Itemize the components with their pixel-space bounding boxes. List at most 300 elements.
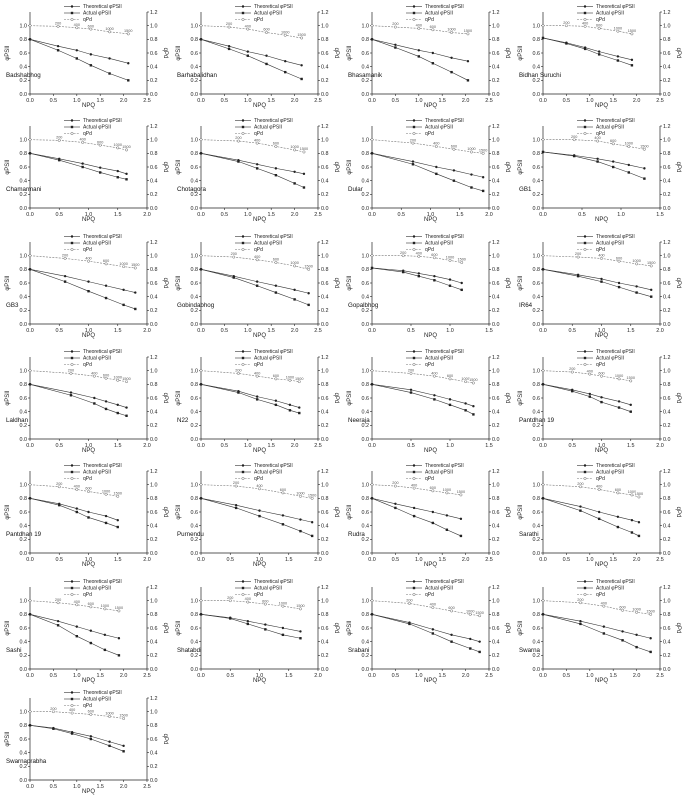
legend-item-theoretical: [406, 579, 464, 585]
y-tick-label-right: 0.2: [150, 192, 158, 199]
x-tick-label: 1.5: [456, 212, 464, 218]
y-tick-label-right: 1.2: [492, 354, 500, 361]
y-tick-label-left: 0.2: [190, 537, 198, 544]
x-tick-label: 2.5: [314, 328, 322, 334]
data-point-actual: [565, 42, 567, 44]
par-label: 1500: [119, 713, 128, 718]
data-point-actual: [394, 507, 396, 509]
par-label: 400: [431, 371, 438, 376]
x-tick-label: 0.0: [539, 673, 547, 679]
y-axis-title-left: φPSII: [347, 159, 353, 175]
par-label: 200: [50, 706, 57, 711]
legend-item-theoretical: [64, 463, 122, 469]
data-point-actual: [635, 646, 637, 648]
data-point-actual: [52, 728, 54, 730]
x-tick-label: 0.0: [368, 212, 376, 218]
panel-title: Swarna: [519, 647, 540, 654]
x-tick-label: 1.5: [485, 443, 493, 449]
y-tick-label-right: 1.0: [492, 137, 500, 144]
par-label: 200: [574, 252, 582, 257]
par-label: 1000: [100, 604, 110, 609]
legend-label: Actual φPSII: [425, 355, 453, 362]
chart-panel: [347, 579, 510, 684]
y-tick-label-right: 0.6: [663, 50, 671, 57]
series-line-theoretical: [201, 153, 304, 174]
y-axis-title-right: qPd: [333, 622, 339, 634]
data-point-actual: [117, 412, 119, 414]
y-tick-label-left: 0.0: [532, 550, 540, 557]
y-tick-label-right: 0.4: [321, 294, 329, 301]
y-tick-label-right: 0.2: [663, 308, 671, 315]
data-point-actual: [433, 279, 435, 281]
y-tick-label-left: 0.2: [361, 653, 369, 660]
panel-title: IR64: [519, 302, 533, 309]
data-point-theoretical: [93, 397, 95, 399]
legend-label: Theoretical φPSII: [254, 4, 293, 11]
legend-item-actual: [406, 241, 453, 247]
par-label: 1000: [278, 601, 288, 606]
data-point-theoretical: [612, 160, 614, 162]
panel-title: Pantdhan 19: [6, 531, 42, 538]
data-point-theoretical: [410, 389, 412, 391]
data-point-actual: [58, 504, 60, 506]
legend-marker: [242, 350, 244, 352]
par-label: 400: [415, 251, 422, 256]
y-tick-label-right: 0.4: [150, 523, 158, 530]
y-tick-label-right: 0.2: [321, 423, 329, 430]
y-tick-label-right: 1.2: [150, 239, 158, 246]
y-tick-label-left: 1.0: [19, 368, 27, 375]
x-tick-label: 2.5: [314, 443, 322, 449]
y-tick-label-left: 0.8: [361, 496, 369, 503]
legend-marker: [242, 477, 244, 479]
data-point-theoretical: [105, 400, 107, 402]
x-tick-label: 2.5: [656, 98, 664, 104]
data-point-actual: [29, 497, 31, 499]
legend-item-theoretical: [64, 4, 122, 10]
x-tick-label: 0.5: [220, 443, 229, 449]
legend-label: qPd: [254, 592, 263, 599]
legend-item-qpd: [64, 476, 92, 482]
par-label: 200: [54, 21, 62, 26]
legend-label: qPd: [83, 592, 92, 599]
par-label: 1500: [469, 378, 478, 383]
x-tick-label: 1.5: [267, 443, 275, 449]
y-tick-label-left: 0.4: [361, 409, 369, 416]
legend-item-actual: [235, 11, 282, 17]
par-label: 1000: [627, 490, 637, 495]
par-label: 600: [429, 24, 437, 29]
par-label: 600: [272, 257, 280, 262]
data-point-theoretical: [418, 272, 420, 274]
par-label: 1500: [646, 261, 656, 266]
data-point-actual: [638, 535, 640, 537]
y-axis-title-right: qPd: [162, 733, 168, 745]
legend-label: Theoretical φPSII: [254, 234, 293, 241]
par-label: 400: [429, 602, 437, 607]
data-point-actual: [631, 64, 633, 66]
y-tick-label-right: 1.0: [663, 23, 671, 30]
x-tick-label: 1.0: [597, 443, 606, 449]
x-tick-label: 2.5: [314, 212, 322, 218]
legend-marker: [584, 587, 586, 589]
legend-label: Actual φPSII: [254, 10, 282, 17]
par-label: 600: [598, 371, 605, 376]
data-point-actual: [371, 38, 373, 40]
data-point-actual: [618, 286, 620, 288]
y-tick-label-left: 0.0: [190, 205, 198, 212]
y-tick-label-left: 0.0: [190, 91, 198, 98]
data-point-theoretical: [105, 515, 107, 517]
legend-label: Actual φPSII: [254, 469, 282, 476]
y-tick-label-left: 0.2: [532, 308, 540, 315]
data-point-theoretical: [125, 406, 127, 408]
x-tick-label: 1.0: [415, 557, 423, 563]
par-label: 600: [610, 138, 617, 143]
x-tick-label: 0.5: [391, 98, 400, 104]
legend-marker: [413, 477, 415, 479]
series-line-actual: [30, 39, 128, 80]
data-point-theoretical: [600, 396, 602, 398]
legend-marker: [413, 18, 415, 20]
data-point-actual: [104, 649, 106, 651]
par-label: 1000: [290, 145, 299, 150]
legend-marker: [584, 132, 586, 134]
y-tick-label-right: 0.2: [492, 192, 500, 199]
data-point-actual: [108, 745, 110, 747]
y-tick-label-right: 1.0: [492, 482, 500, 489]
legend-item-actual: [577, 125, 624, 131]
y-tick-label-left: 0.6: [190, 625, 198, 632]
data-point-actual: [579, 509, 581, 511]
series-line-theoretical: [201, 39, 302, 65]
legend-marker: [71, 5, 73, 7]
y-tick-label-right: 1.0: [150, 23, 158, 30]
x-tick-label: 2.0: [290, 328, 299, 334]
y-tick-label-right: 0.8: [150, 267, 158, 274]
legend-label: Theoretical φPSII: [254, 118, 293, 125]
legend-marker: [71, 464, 73, 466]
x-tick-label: 2.0: [632, 557, 641, 563]
x-tick-label: 2.0: [290, 443, 299, 449]
data-point-theoretical: [618, 282, 620, 284]
series-line-theoretical: [201, 269, 309, 293]
x-tick-label: 1.5: [438, 673, 446, 679]
legend-item-qpd: [64, 362, 92, 368]
x-tick-label: 2.0: [290, 212, 299, 218]
data-point-theoretical: [449, 398, 451, 400]
data-point-actual: [413, 515, 415, 517]
legend-item-actual: [235, 241, 282, 247]
x-axis-title: NPQ: [252, 448, 267, 454]
y-tick-label-right: 0.4: [492, 178, 500, 185]
y-tick-label-left: 0.8: [190, 267, 198, 274]
data-point-theoretical: [394, 503, 396, 505]
y-tick-label-left: 1.0: [361, 368, 369, 375]
par-label: 600: [87, 602, 95, 607]
data-point-actual: [282, 523, 284, 525]
y-tick-label-left: 0.8: [361, 267, 369, 274]
data-point-actual: [117, 176, 119, 178]
y-tick-label-left: 0.0: [532, 205, 540, 212]
legend-item-actual: [406, 470, 453, 476]
data-point-theoretical: [70, 391, 72, 393]
data-point-theoretical: [282, 514, 284, 516]
y-axis-title-right: qPd: [675, 161, 681, 173]
legend-item-actual: [64, 697, 111, 703]
x-tick-label: 1.5: [114, 328, 122, 334]
y-tick-label-left: 0.6: [19, 164, 27, 171]
legend-marker: [413, 242, 415, 244]
x-axis-title: NPQ: [81, 678, 96, 684]
data-point-actual: [450, 71, 452, 73]
x-axis-title: NPQ: [252, 678, 267, 684]
data-point-actual: [108, 72, 110, 74]
legend-label: Actual φPSII: [83, 469, 111, 476]
legend-item-actual: [64, 470, 111, 476]
par-label: 200: [569, 367, 576, 372]
y-tick-label-right: 1.2: [321, 468, 329, 475]
y-axis-title-right: qPd: [504, 161, 510, 173]
par-label: 1000: [613, 26, 623, 31]
par-label: 200: [392, 481, 399, 486]
par-label: 600: [102, 259, 110, 264]
legend-item-actual: [64, 356, 111, 362]
par-label: 1000: [290, 261, 299, 266]
y-tick-label-right: 0.2: [663, 537, 671, 544]
par-label: 400: [244, 597, 251, 602]
legend-label: qPd: [596, 17, 605, 24]
par-label: 1500: [627, 29, 637, 34]
y-tick-label-right: 1.2: [150, 468, 158, 475]
y-tick-label-right: 0.4: [492, 294, 500, 301]
y-tick-label-right: 1.2: [321, 239, 329, 246]
y-tick-label-left: 0.8: [19, 496, 27, 503]
series-line-actual: [201, 498, 312, 536]
legend-marker: [584, 18, 586, 20]
data-point-actual: [412, 163, 414, 165]
data-point-theoretical: [472, 405, 474, 407]
y-axis-title-left: φPSII: [5, 390, 11, 406]
data-point-actual: [71, 732, 73, 734]
y-tick-label-left: 1.0: [19, 482, 27, 489]
legend-label: Theoretical φPSII: [83, 4, 122, 11]
y-tick-label-right: 0.2: [150, 78, 158, 85]
data-point-actual: [293, 182, 295, 184]
data-point-qpd: [371, 138, 373, 140]
x-tick-label: 0.0: [197, 557, 205, 563]
y-tick-label-left: 0.0: [19, 550, 27, 557]
data-point-actual: [311, 535, 313, 537]
legend-label: Actual φPSII: [254, 124, 282, 131]
legend-marker: [242, 12, 244, 14]
legend-label: Theoretical φPSII: [596, 234, 635, 241]
legend-item-theoretical: [64, 118, 122, 124]
y-tick-label-left: 0.4: [190, 523, 198, 530]
data-point-qpd: [200, 254, 202, 256]
legend-label: qPd: [83, 476, 92, 483]
series-line-actual: [30, 384, 127, 415]
data-point-qpd: [200, 138, 202, 140]
y-tick-label-left: 0.6: [190, 50, 198, 57]
data-point-actual: [460, 535, 462, 537]
y-tick-label-left: 1.0: [532, 253, 540, 260]
data-point-actual: [256, 398, 258, 400]
data-point-theoretical: [76, 49, 78, 51]
y-tick-label-right: 0.8: [321, 382, 329, 389]
y-axis-title-right: qPd: [504, 506, 510, 518]
data-point-actual: [105, 408, 107, 410]
x-tick-label: 0.0: [539, 443, 547, 449]
y-tick-label-right: 1.2: [150, 584, 158, 591]
y-tick-label-left: 0.6: [190, 509, 198, 516]
data-point-theoretical: [76, 507, 78, 509]
data-point-actual: [433, 398, 435, 400]
par-label: 200: [225, 22, 233, 27]
data-point-actual: [200, 152, 202, 154]
y-tick-label-left: 0.0: [361, 321, 369, 328]
data-point-actual: [90, 738, 92, 740]
x-tick-label: 1.5: [267, 98, 275, 104]
data-point-actual: [29, 613, 31, 615]
x-tick-label: 1.0: [586, 98, 594, 104]
y-tick-label-left: 0.0: [19, 436, 27, 443]
y-tick-label-right: 0.4: [663, 409, 671, 416]
y-tick-label-left: 0.4: [532, 64, 540, 71]
y-tick-label-left: 0.2: [19, 423, 27, 430]
legend-marker: [242, 587, 244, 589]
y-tick-label-right: 1.0: [321, 368, 329, 375]
y-tick-label-right: 1.2: [321, 354, 329, 361]
par-label: 1500: [113, 491, 122, 496]
legend-item-qpd: [406, 131, 434, 137]
legend-marker: [584, 119, 586, 121]
legend-label: qPd: [596, 592, 605, 599]
y-tick-label-left: 0.0: [361, 91, 369, 98]
data-point-actual: [432, 522, 434, 524]
legend-marker: [584, 12, 586, 14]
y-tick-label-right: 0.4: [663, 639, 671, 646]
data-point-actual: [300, 78, 302, 80]
data-point-theoretical: [284, 60, 286, 62]
legend-label: qPd: [254, 362, 263, 369]
data-point-actual: [284, 71, 286, 73]
x-tick-label: 1.5: [285, 673, 293, 679]
series-line-actual: [543, 269, 651, 296]
y-tick-label-left: 0.8: [190, 37, 198, 44]
y-tick-label-left: 0.8: [19, 382, 27, 389]
data-point-actual: [265, 63, 267, 65]
data-point-actual: [435, 173, 437, 175]
series-line-actual: [372, 39, 468, 80]
y-tick-label-right: 0.0: [492, 550, 500, 557]
y-tick-label-right: 0.8: [492, 37, 500, 44]
y-tick-label-right: 0.0: [663, 436, 671, 443]
legend-item-theoretical: [64, 579, 122, 585]
legend-marker: [242, 132, 244, 134]
x-axis-title: NPQ: [252, 562, 267, 568]
data-point-actual: [118, 654, 120, 656]
chart-panel: [5, 4, 168, 109]
y-tick-label-right: 0.2: [321, 308, 329, 315]
data-point-actual: [93, 402, 95, 404]
data-point-theoretical: [256, 280, 258, 282]
y-tick-label-right: 1.2: [492, 468, 500, 475]
panel-title: Purnendu: [177, 531, 204, 538]
x-axis-title: NPQ: [594, 333, 609, 339]
legend-marker: [242, 119, 244, 121]
x-tick-label: 2.5: [485, 98, 493, 104]
y-tick-label-left: 0.6: [532, 509, 540, 516]
data-point-theoretical: [247, 50, 249, 52]
y-tick-label-left: 0.0: [19, 777, 27, 784]
x-tick-label: 2.5: [143, 784, 151, 790]
par-label: 200: [577, 597, 584, 602]
y-axis-title-left: φPSII: [5, 620, 11, 636]
data-point-qpd: [371, 369, 373, 371]
data-point-theoretical: [412, 160, 414, 162]
x-tick-label: 0.0: [539, 98, 547, 104]
data-point-actual: [402, 271, 404, 273]
y-tick-label-left: 0.0: [190, 436, 198, 443]
legend-marker: [413, 12, 415, 14]
y-tick-label-left: 0.0: [361, 436, 369, 443]
data-point-actual: [371, 383, 373, 385]
par-label: 600: [615, 256, 623, 261]
x-tick-label: 0.5: [568, 443, 576, 449]
y-tick-label-right: 0.6: [150, 164, 158, 171]
y-axis-title-right: qPd: [675, 622, 681, 634]
series-line-actual: [30, 498, 118, 527]
y-axis-title-right: qPd: [333, 277, 339, 289]
par-label: 1000: [101, 489, 111, 494]
y-tick-label-left: 1.0: [19, 709, 27, 716]
y-axis-title-right: qPd: [333, 392, 339, 404]
legend-item-theoretical: [64, 234, 122, 240]
data-point-theoretical: [413, 507, 415, 509]
legend-item-theoretical: [235, 579, 293, 585]
x-tick-label: 1.5: [96, 98, 104, 104]
par-label: 400: [85, 256, 92, 261]
data-point-theoretical: [108, 741, 110, 743]
y-tick-label-right: 0.4: [492, 409, 500, 416]
x-axis-title: NPQ: [594, 217, 609, 223]
y-tick-label-left: 0.2: [190, 423, 198, 430]
y-tick-label-left: 0.8: [190, 496, 198, 503]
data-point-actual: [470, 186, 472, 188]
data-point-theoretical: [432, 52, 434, 54]
legend-marker: [584, 5, 586, 7]
data-point-qpd: [542, 254, 544, 256]
legend-label: Actual φPSII: [83, 124, 111, 131]
y-tick-label-right: 1.0: [150, 482, 158, 489]
chart-panel: [5, 690, 168, 795]
y-axis-title-left: φPSII: [176, 45, 182, 61]
y-axis-title-left: φPSII: [5, 731, 11, 747]
panel-title: GB1: [519, 186, 532, 193]
legend-item-qpd: [235, 362, 263, 368]
data-point-theoretical: [64, 275, 66, 277]
data-point-actual: [127, 79, 129, 81]
y-tick-label-right: 1.0: [663, 253, 671, 260]
y-tick-label-right: 0.4: [321, 639, 329, 646]
data-point-actual: [621, 639, 623, 641]
data-point-theoretical: [303, 173, 305, 175]
x-axis-title: NPQ: [81, 448, 96, 454]
y-tick-label-right: 0.0: [492, 436, 500, 443]
legend-item-theoretical: [235, 4, 293, 10]
data-point-actual: [99, 171, 101, 173]
